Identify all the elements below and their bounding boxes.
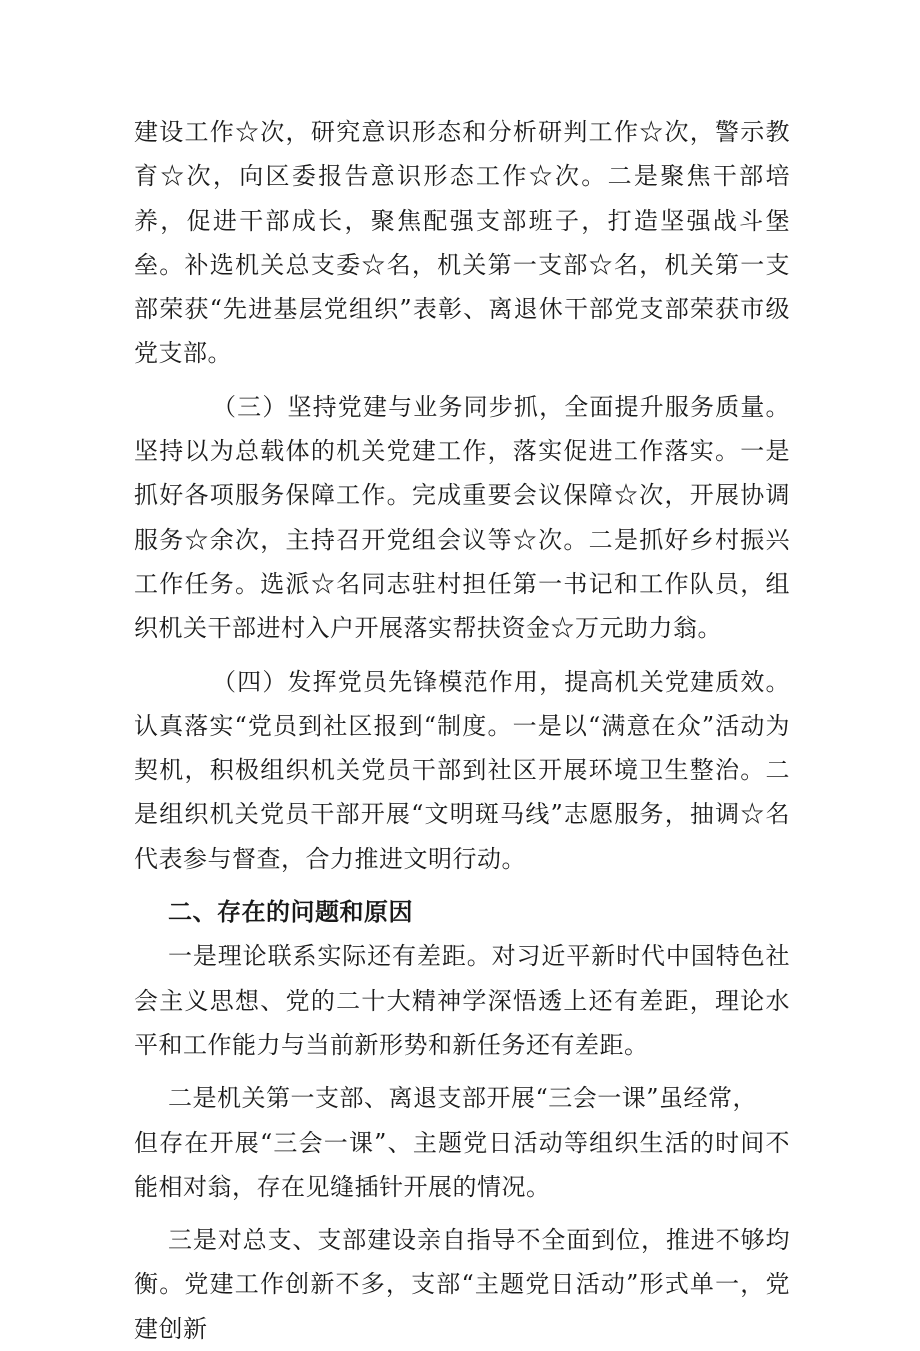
issue-paragraph-2-continued: 但存在开展“三会一课”、主题党日活动等组织生活的时间不能相对翁，存在见缝插针开展的情况。 (134, 1128, 790, 1201)
issue-paragraph-1: 一是理论联系实际还有差距。对习近平新时代中国特色社会主义思想、党的二十大精神学深悟透上还有差距，理论水平和工作能力与当前新形势和新任务还有差距。 (134, 942, 790, 1059)
body-paragraph-2: （三）坚持党建与业务同步抓，全面提升服务质量。坚持以为总载体的机关党建工作，落实促进工作落实。一是抓好各项服务保障工作。完成重要会议保障☆次，开展协调服务☆余次，主持召开党组会议等☆次。二是抓好乡村振兴工作任务。选派☆名同志驻村担任第一书记和工作队员，组织机关干部进村入户开展落实帮扶资金☆万元助力翁。 (134, 392, 790, 643)
issue-paragraph-3: 三是对总支、支部建设亲自指导不全面到位，推进不够均衡。党建工作创新不多，支部“主题党日活动”形式单一，党建创新 (134, 1226, 790, 1343)
paragraph-gap (134, 376, 790, 385)
paragraph-gap (134, 651, 790, 660)
paragraph-gap (134, 1209, 790, 1218)
paragraph-gap (134, 881, 790, 890)
body-paragraph-3: （四）发挥党员先锋模范作用，提高机关党建质效。认真落实“党员到社区报到“制度。一是以“满意在众”活动为契机，积极组织机关党员干部到社区开展环境卫生整治。二是组织机关党员干部开展“文明斑马线”志愿服务，抽调☆名代表参与督查，合力推进文明行动。 (134, 667, 790, 873)
paragraph-gap (134, 1067, 790, 1076)
issue-paragraph-2: 二是机关第一支部、离退支部开展“三会一课”虽经常， (168, 1084, 758, 1113)
body-paragraph-1: 建设工作☆次，研究意识形态和分析研判工作☆次，警示教育☆次，向区委报告意识形态工作☆次。二是聚焦干部培养，促进干部成长，聚焦配强支部班子，打造坚强战斗堡垒。补选机关总支委☆名，机关第一支部☆名，机关第一支部荣获“先进基层党组织”表彰、离退休干部党支部荣获市级党支部。 (134, 118, 790, 368)
section-heading: 二、存在的问题和原因 (168, 898, 413, 927)
